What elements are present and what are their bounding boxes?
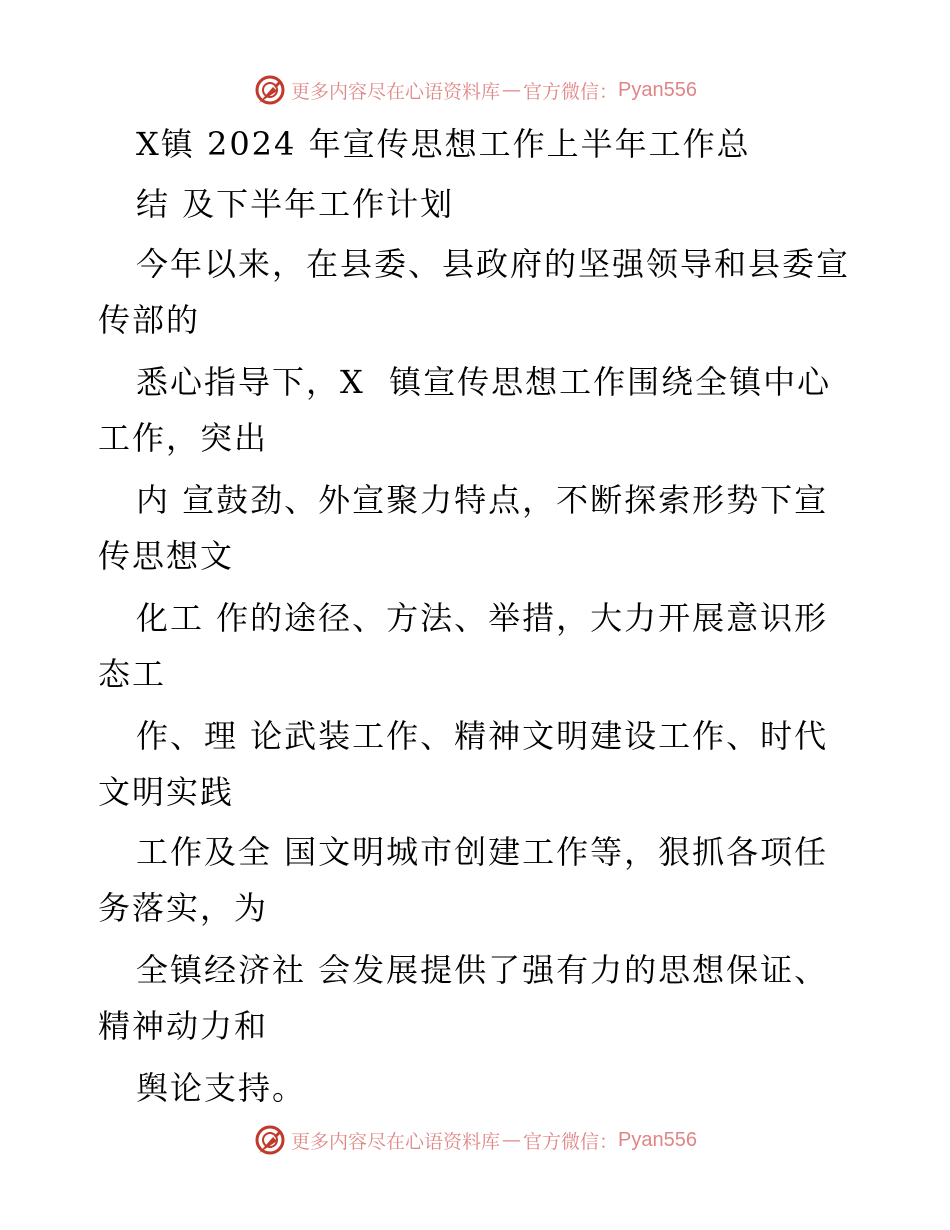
watermark-separator: — — [502, 79, 522, 101]
doc-line: 舆论支持。 — [136, 1069, 307, 1107]
watermark-wechat-label: 官方微信： — [523, 80, 619, 103]
doc-line: 悉心指导下，X 镇宣传思想工作围绕全镇中心 — [136, 363, 832, 401]
doc-line: 全镇经济社 会发展提供了强有力的思想保证、 — [136, 951, 829, 989]
doc-line: 内 宣鼓劲、外宣聚力特点，不断探索形势下宣 — [136, 481, 829, 519]
watermark-separator: — — [502, 1129, 522, 1151]
doc-line: 作、理 论武装工作、精神文明建设工作、时代 — [136, 717, 829, 755]
doc-line: 传思想文 — [98, 537, 235, 575]
doc-line: 化工 作的途径、方法、举措，大力开展意识形 — [136, 599, 829, 637]
doc-line: 今年以来，在县委、县政府的坚强领导和县委宣 — [136, 245, 851, 283]
watermark-banner-bottom — [0, 1120, 950, 1160]
doc-line: 精神动力和 — [98, 1007, 269, 1045]
pen-logo-icon — [253, 1123, 287, 1157]
doc-line: 务落实，为 — [98, 889, 269, 927]
doc-line: 工作及全 国文明城市创建工作等，狠抓各项任 — [136, 833, 829, 871]
watermark-banner-top — [0, 70, 950, 110]
doc-line: 态工 — [98, 655, 167, 693]
watermark-wechat-id: Pyan556 — [618, 1128, 697, 1151]
pen-logo-icon — [253, 73, 287, 107]
doc-line: 结 及下半年工作计划 — [136, 185, 455, 223]
watermark-text: 更多内容尽在心语资料库 — [291, 80, 501, 103]
doc-line: 文明实践 — [98, 773, 235, 811]
watermark-wechat-id: Pyan556 — [618, 78, 697, 101]
doc-line: X镇 2024 年宣传思想工作上半年工作总 — [136, 125, 751, 163]
doc-line: 传部的 — [98, 301, 201, 339]
doc-line: 工作，突出 — [98, 419, 269, 457]
watermark-wechat-label: 官方微信： — [523, 1130, 619, 1153]
watermark-text: 更多内容尽在心语资料库 — [291, 1130, 501, 1153]
